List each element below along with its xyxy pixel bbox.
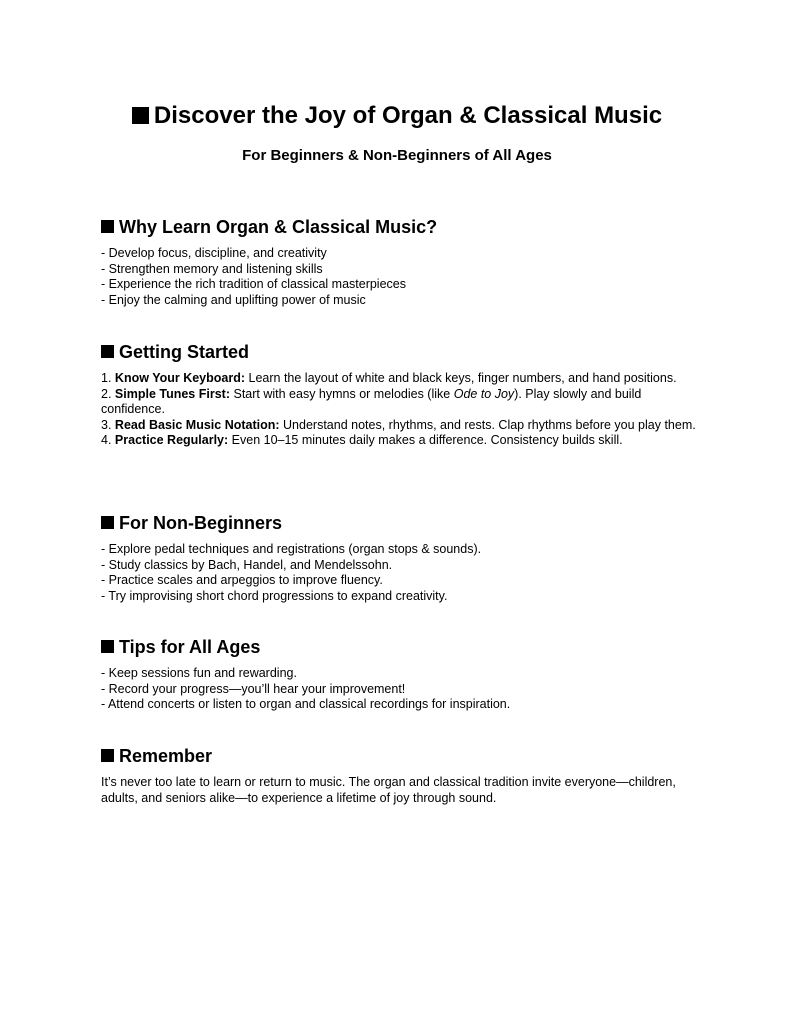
step-text: ). Play slowly and build confidence. xyxy=(101,386,642,417)
section-heading xyxy=(101,636,701,658)
section-heading-text: Why Learn Organ & Classical Music? xyxy=(119,217,438,237)
step-item xyxy=(101,433,701,449)
list-item: - Practice scales and arpeggios to improve fluency. xyxy=(101,573,383,588)
section-heading-text: Remember xyxy=(119,746,213,766)
list-item: - Develop focus, discipline, and creativity xyxy=(101,246,327,260)
step-label: Read Basic Music Notation: xyxy=(114,417,280,432)
list-item: - Study classics by Bach, Handel, and Mendelssohn. xyxy=(101,557,393,572)
step-italic-title: Ode to Joy xyxy=(453,386,515,401)
section-body xyxy=(101,246,701,308)
step-label: Practice Regularly: xyxy=(114,433,229,448)
step-text: Even 10–15 minutes daily makes a difference. Consistency builds skill. xyxy=(231,433,623,448)
paragraph: It’s never too late to learn or return to music. The organ and classical tradition invite everyone—children, adults, and seniors alike—to experience a lifetime of joy through sound. xyxy=(101,775,676,805)
list-item: - Enjoy the calming and uplifting power of music xyxy=(101,292,366,307)
section-heading xyxy=(101,341,701,363)
step-number: 3. xyxy=(101,417,112,432)
square-bullet-icon xyxy=(101,749,114,762)
step-label: Simple Tunes First: xyxy=(114,386,230,401)
square-bullet-icon xyxy=(101,640,114,653)
step-number: 1. xyxy=(101,371,112,385)
square-bullet-icon xyxy=(132,107,149,124)
page-subtitle: For Beginners & Non-Beginners of All Ages xyxy=(242,147,552,164)
section-heading xyxy=(101,745,701,767)
square-bullet-icon xyxy=(101,345,114,358)
section-remember xyxy=(101,745,701,806)
page-title xyxy=(0,101,794,131)
step-text: Start with easy hymns or melodies (like xyxy=(233,386,451,401)
step-number: 4. xyxy=(101,433,112,448)
step-text: Learn the layout of white and black keys, finger numbers, and hand positions. xyxy=(248,371,677,385)
section-heading xyxy=(101,512,701,534)
section-body xyxy=(101,371,701,449)
square-bullet-icon xyxy=(101,220,114,233)
step-item xyxy=(101,371,701,387)
page-title-text: Discover the Joy of Organ & Classical Music xyxy=(153,102,663,129)
step-text: Understand notes, rhythms, and rests. Clap rhythms before you play them. xyxy=(283,417,696,432)
list-item: - Explore pedal techniques and registrations (organ stops & sounds). xyxy=(101,542,482,556)
section-why-learn xyxy=(101,216,701,308)
list-item: - Strengthen memory and listening skills xyxy=(101,261,323,276)
step-item xyxy=(101,387,701,418)
section-tips xyxy=(101,636,701,713)
square-bullet-icon xyxy=(101,516,114,529)
list-item: - Try improvising short chord progressions to expand creativity. xyxy=(101,588,448,603)
list-item: - Keep sessions fun and rewarding. xyxy=(101,666,297,680)
section-body xyxy=(101,775,701,806)
section-non-beginners xyxy=(101,512,701,604)
step-number: 2. xyxy=(101,386,112,401)
section-body xyxy=(101,666,701,713)
list-item: - Attend concerts or listen to organ and classical recordings for inspiration. xyxy=(101,697,511,712)
section-heading-text: Getting Started xyxy=(119,342,250,362)
section-heading-text: For Non-Beginners xyxy=(119,513,283,533)
step-item xyxy=(101,418,701,434)
list-item: - Experience the rich tradition of classical masterpieces xyxy=(101,277,406,292)
step-label: Know Your Keyboard: xyxy=(114,371,246,385)
list-item: - Record your progress—you’ll hear your improvement! xyxy=(101,681,406,696)
section-body xyxy=(101,542,701,604)
section-heading xyxy=(101,216,701,238)
section-heading-text: Tips for All Ages xyxy=(119,637,261,657)
section-getting-started xyxy=(101,341,701,449)
